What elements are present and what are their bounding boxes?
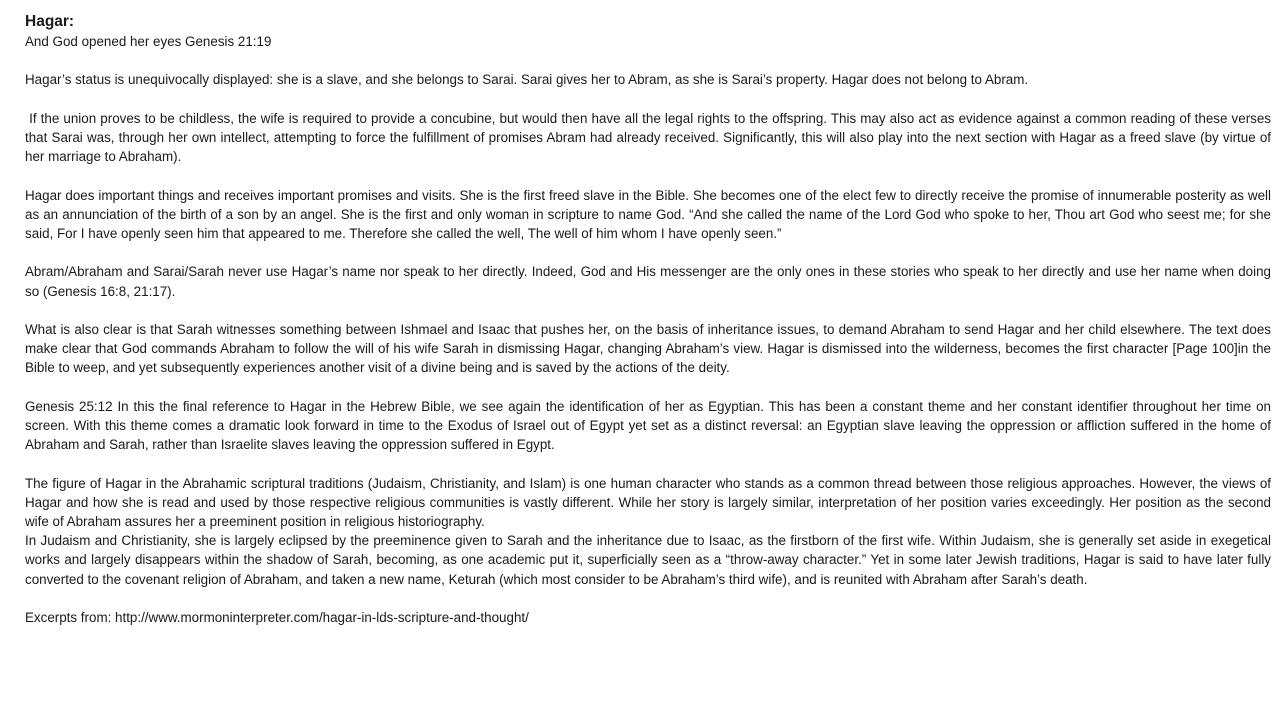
paragraph-concubine: If the union proves to be childless, the wife is required to provide a concubine, but would then have all the legal rights to the offspring. This may also act as evidence against a common reading of these verses that Sarai was, through her own intellect, attempting to force the fulfillment of promises Abram had already received. Significantly, this will also play into the next section with Hagar as a freed slave (by virtue of her marriage to Abraham). xyxy=(25,110,1275,165)
paragraph-egyptian: Genesis 25:12 In this the final reference to Hagar in the Hebrew Bible, we see again the identification of her as Egyptian. This has been a constant theme and her constant identifier throughout her time on screen. With this theme comes a dramatic look forward in time to the Exodus of Israel out of Egypt yet set as a distinct reversal: an Egyptian slave leaving the oppression or affliction suffered in the home of Abraham and Sarah, rather than Israelite slaves leaving the oppression suffered in Egypt. xyxy=(25,398,1271,453)
paragraph-traditions: The figure of Hagar in the Abrahamic scriptural traditions (Judaism, Christianity, and Islam) is one human character who stands as a common thread between those religious approaches. However, the views of Hagar and how she is read and used by those respective religious communities is vastly different. While her story is largely similar, interpretation of her position varies exceedingly. Her position as the second wife of Abraham assures her a preeminent position in religious historiography. xyxy=(25,475,1271,529)
paragraph-promises: Hagar does important things and receives important promises and visits. She is the first freed slave in the Bible. She becomes one of the elect few to directly receive the promise of innumerable posterity as well as an annunciation of the birth of a son by an angel. She is the first and only woman in scripture to name God. “And she called the name of the Lord God who spoke to her, Thou art God who seest me; for she said, For I have openly seen him that appeared to me. Therefore she called the well, The well of him whom I have openly seen.” xyxy=(25,187,1271,241)
paragraph-judaism-christianity: In Judaism and Christianity, she is largely eclipsed by the preeminence given to Sarah and the inheritance due to Isaac, as the firstborn of the first wife. Within Judaism, she is generally set aside in exegetical works and largely disappears within the shadow of Sarah, becoming, as one academic put it, superficially seen as a “throw-away character.” Yet in some later Jewish traditions, Hagar is said to have later fully converted to the covenant religion of Abraham, and taken a new name, Keturah (which most consider to be Abraham’s third wife), and is reunited with Abraham after Sarah’s death. xyxy=(25,533,1271,587)
slide-title: Hagar: xyxy=(25,13,75,30)
spacer xyxy=(25,454,1271,473)
spacer xyxy=(25,589,1271,608)
paragraph-name: Abram/Abraham and Sarai/Sarah never use Hagar’s name nor speak to her directly. Indeed, God and His messenger are the only ones in these stories who speak to her directly and use her name when doing so (Genesis 16:8, 21:17). xyxy=(25,264,1271,299)
spacer xyxy=(25,301,1271,320)
source-citation: Excerpts from: http://www.mormoninterpreter.com/hagar-in-lds-scripture-and-thought/ xyxy=(25,609,529,625)
paragraph-status: Hagar’s status is unequivocally displayed: she is a slave, and she belongs to Sarai. Sarai gives her to Abram, as she is Sarai’s property. Hagar does not belong to Abram. xyxy=(25,72,1029,88)
spacer xyxy=(25,90,1271,109)
spacer xyxy=(25,243,1271,262)
spacer xyxy=(25,378,1271,397)
spacer xyxy=(25,51,1271,70)
paragraph-dismissal: What is also clear is that Sarah witnesses something between Ishmael and Isaac that pushes her, on the basis of inheritance issues, to demand Abraham to send Hagar and her child elsewhere. The text does make clear that God commands Abraham to follow the will of his wife Sarah in dismissing Hagar, changing Abraham’s view. Hagar is dismissed into the wilderness, becomes the first character [Page 100]in the Bible to weep, and yet subsequently experiences another visit of a divine being and is saved by the actions of the deity. xyxy=(25,321,1271,376)
slide-content xyxy=(25,12,1275,627)
slide-subtitle: And God opened her eyes Genesis 21:19 xyxy=(25,34,272,49)
spacer xyxy=(25,166,1271,185)
